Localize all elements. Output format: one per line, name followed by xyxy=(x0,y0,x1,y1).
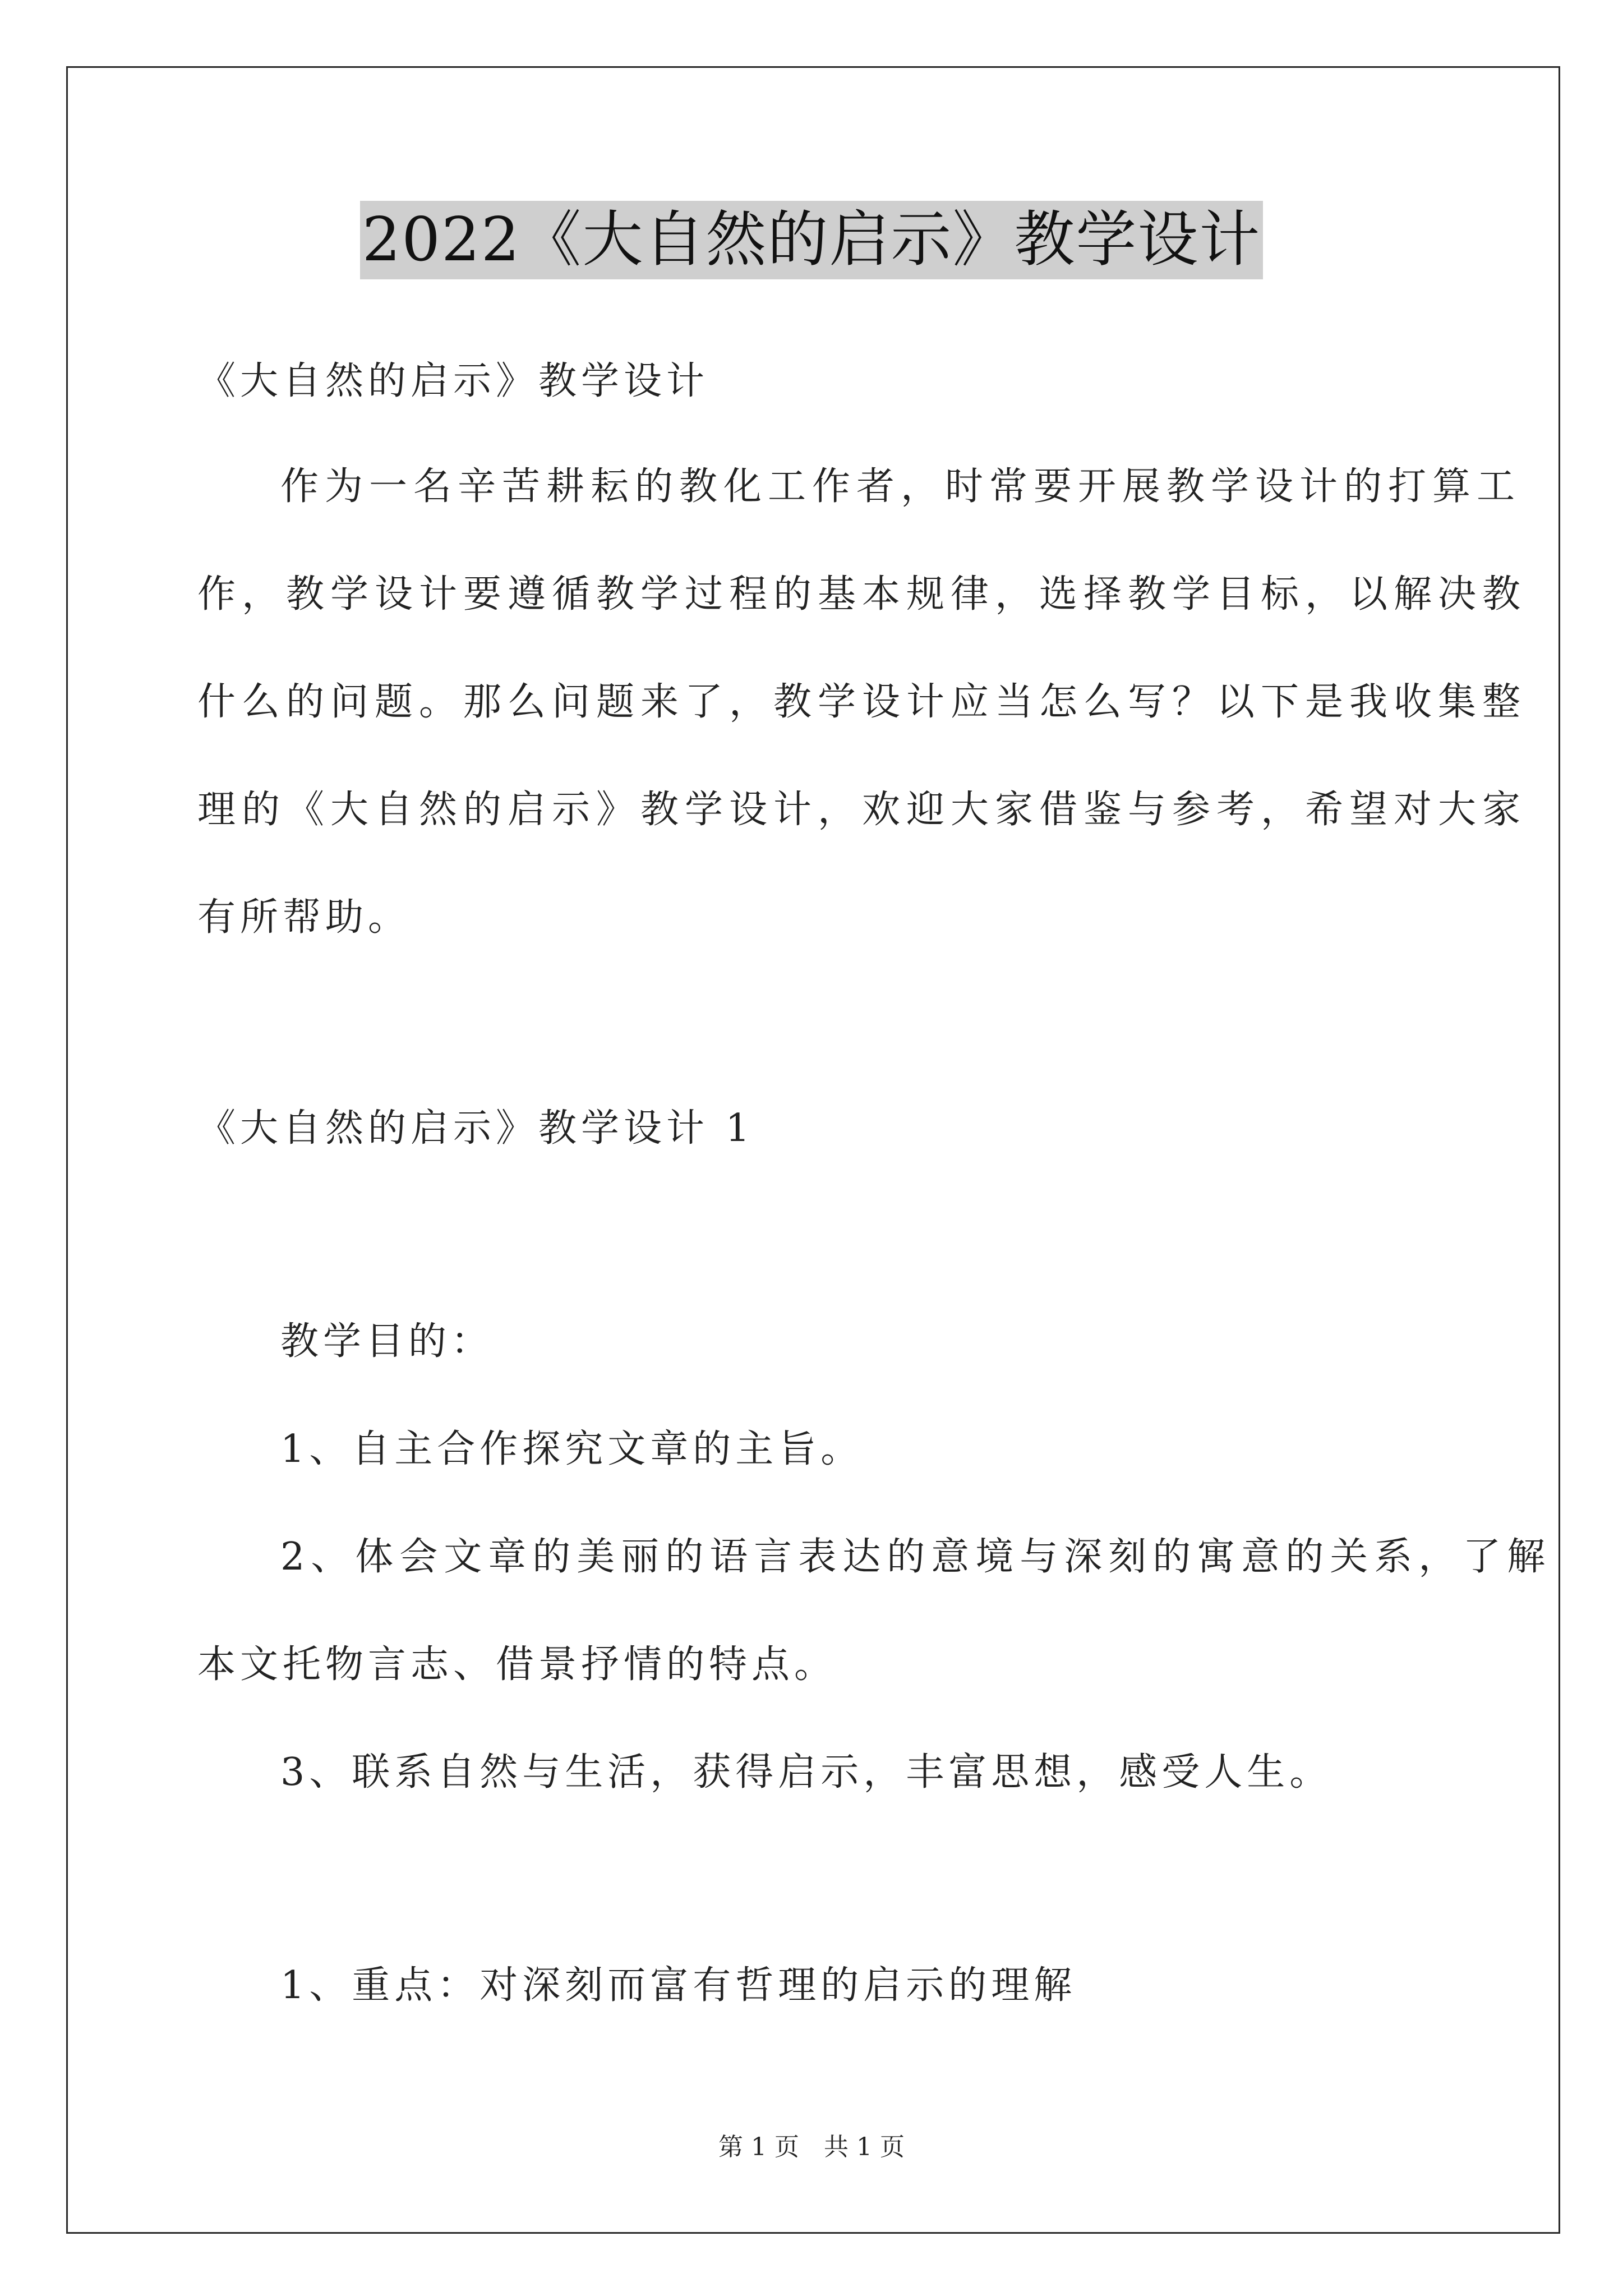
intro-line: 作，教学设计要遵循教学过程的基本规律，选择教学目标，以解决教 xyxy=(197,572,1527,616)
objective-item-continuation: 本文托物言志、借景抒情的特点。 xyxy=(197,1642,837,1687)
document-subtitle: 《大自然的启示》教学设计 xyxy=(197,359,709,403)
page-footer: 第 1 页 共 1 页 xyxy=(718,2133,905,2161)
objective-item: 3、联系自然与生活，获得启示，丰富思想，感受人生。 xyxy=(280,1750,1332,1795)
objectives-label: 教学目的： xyxy=(280,1319,494,1364)
key-point: 1、重点：对深刻而富有哲理的启示的理解 xyxy=(280,1963,1077,2008)
objective-item: 2、体会文章的美丽的语言表达的意境与深刻的寓意的关系，了解 xyxy=(280,1535,1552,1579)
document-title: 2022《大自然的启示》教学设计 xyxy=(360,201,1264,279)
objective-item: 1、自主合作探究文章的主旨。 xyxy=(280,1427,864,1471)
intro-line: 作为一名辛苦耕耘的教化工作者，时常要开展教学设计的打算工 xyxy=(280,464,1521,509)
intro-line: 有所帮助。 xyxy=(197,895,411,940)
intro-line: 什么的问题。那么问题来了，教学设计应当怎么写？以下是我收集整 xyxy=(197,680,1527,724)
section-heading: 《大自然的启示》教学设计 1 xyxy=(197,1106,754,1151)
intro-line: 理的《大自然的启示》教学设计，欢迎大家借鉴与参考，希望对大家 xyxy=(197,788,1527,832)
title-container xyxy=(0,201,1623,279)
